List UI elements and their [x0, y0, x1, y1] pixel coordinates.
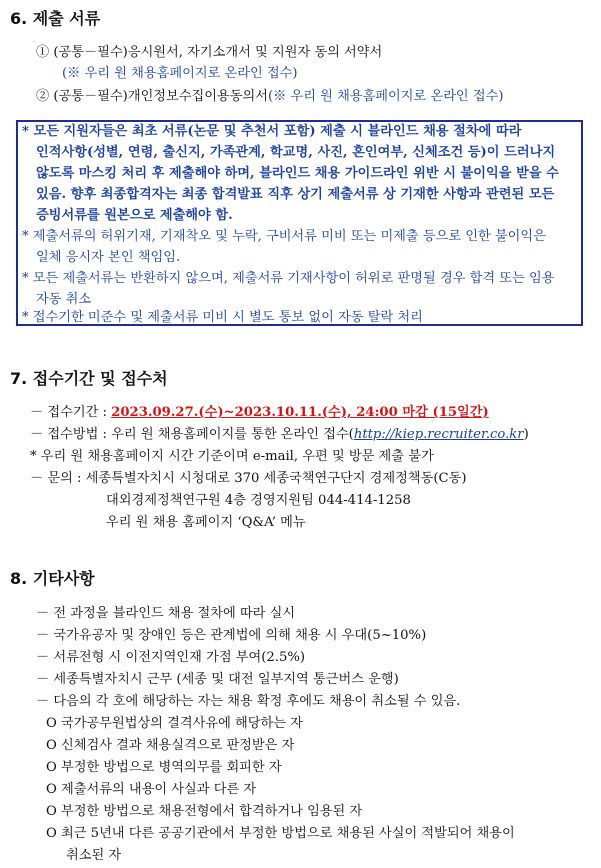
list-item: － 전 과정을 블라인드 채용 절차에 따라 실시 — [36, 606, 296, 621]
list-item: － 세종특별자치시 근무 (세종 및 대전 일부지역 통근버스 운행) — [36, 672, 399, 687]
notice-line: * 제출서류의 허위기재, 기재착오 및 누락, 구비서류 미비 또는 미제출 등으로 인한 불이익은 — [22, 229, 546, 244]
item-number: ① — [36, 45, 50, 60]
list-item: － 다음의 각 호에 해당하는 자는 채용 확정 후에도 채용이 취소될 수 있음. — [36, 694, 461, 709]
doc-item-2 — [36, 88, 504, 106]
method-end: ) — [523, 427, 529, 442]
notice-line: 자동 취소 — [36, 292, 92, 307]
item-text: (공통－필수)응시원서, 자기소개서 및 지원자 동의 서약서 — [53, 45, 383, 60]
item-text: (공통－필수)개인정보수집이용동의서 — [53, 89, 268, 104]
notice-line: 않도록 마스킹 처리 후 제출해야 하며, 블라인드 채용 가이드라인 위반 시 불이익을 받을 수 — [36, 166, 559, 181]
list-item: O 최근 5년내 다른 공공기관에서 부정한 방법으로 채용된 사실이 적발되어 채용이 — [46, 826, 515, 841]
period-label: － 접수기간 : — [30, 405, 107, 420]
contact-line: 우리 원 채용 홈페이지 ‘Q&A’ 메뉴 — [106, 515, 306, 530]
doc-item-1-note: (※ 우리 원 채용홈페이지로 온라인 접수) — [62, 66, 298, 81]
notice-line: 인적사항(성별, 연령, 출신지, 가족관계, 학교명, 사진, 혼인여부, 신체조건 등)이 드러나지 — [36, 145, 556, 160]
contact-line: － 문의 : 세종특별자치시 시청대로 370 세종국책연구단지 경제정책동(C동) — [30, 471, 467, 486]
time-note: * 우리 원 채용홈페이지 시간 기준이며 e-mail, 우편 및 방문 제출 불가 — [30, 449, 434, 464]
notice-line: * 접수기한 미준수 및 제출서류 미비 시 별도 통보 없이 자동 탈락 처리 — [22, 310, 423, 325]
notice-line: * 모든 지원자들은 최초 서류(논문 및 추천서 포함) 제출 시 블라인드 채용 절차에 따라 — [22, 124, 522, 139]
item-number: ② — [36, 89, 50, 104]
list-item: O 국가공무원법상의 결격사유에 해당하는 자 — [46, 716, 303, 731]
notice-line: * 모든 제출서류는 반환하지 않으며, 제출서류 기재사항이 허위로 판명될 경우 합격 또는 임용 — [22, 271, 555, 286]
list-item: O 제출서류의 내용이 사실과 다른 자 — [46, 782, 257, 797]
period-row — [30, 404, 489, 422]
section-6-title: 6. 제출 서류 — [10, 9, 101, 28]
notice-line: 있음. 향후 최종합격자는 최종 합격발표 직후 상기 제출서류 상 기재한 사항과 관련된 모든 — [36, 187, 555, 202]
doc-item-1 — [36, 44, 382, 62]
list-item: 취소된 자 — [66, 848, 122, 863]
list-item: － 국가유공자 및 장애인 등은 관계법에 의해 채용 시 우대(5~10%) — [36, 628, 427, 643]
section-7-title: 7. 접수기간 및 접수처 — [10, 369, 168, 388]
section-8-title: 8. 기타사항 — [10, 569, 95, 588]
list-item: O 부정한 방법으로 병역의무를 회피한 자 — [46, 760, 282, 775]
method-row — [30, 426, 529, 444]
item-note: (※ 우리 원 채용홈페이지로 온라인 접수) — [267, 89, 504, 104]
period-value: 2023.09.27.(수)~2023.10.11.(수), 24:00 마감 (15일간) — [111, 405, 489, 420]
list-item: O 부정한 방법으로 채용전형에서 합격하거나 임용된 자 — [46, 804, 363, 819]
list-item: O 신체검사 결과 채용실격으로 판정받은 자 — [46, 738, 295, 753]
list-item: － 서류전형 시 이전지역인재 가점 부여(2.5%) — [36, 650, 306, 665]
method-label: － 접수방법 : 우리 원 채용홈페이지를 통한 온라인 접수( — [30, 427, 354, 442]
notice-line: 증빙서류를 원본으로 제출해야 함. — [36, 208, 233, 223]
contact-line: 대외경제정책연구원 4층 경영지원팀 044-414-1258 — [106, 493, 411, 508]
notice-line: 일체 응시자 본인 책임임. — [36, 250, 181, 265]
recruit-site-link[interactable]: http://kiep.recruiter.co.kr — [353, 427, 524, 442]
